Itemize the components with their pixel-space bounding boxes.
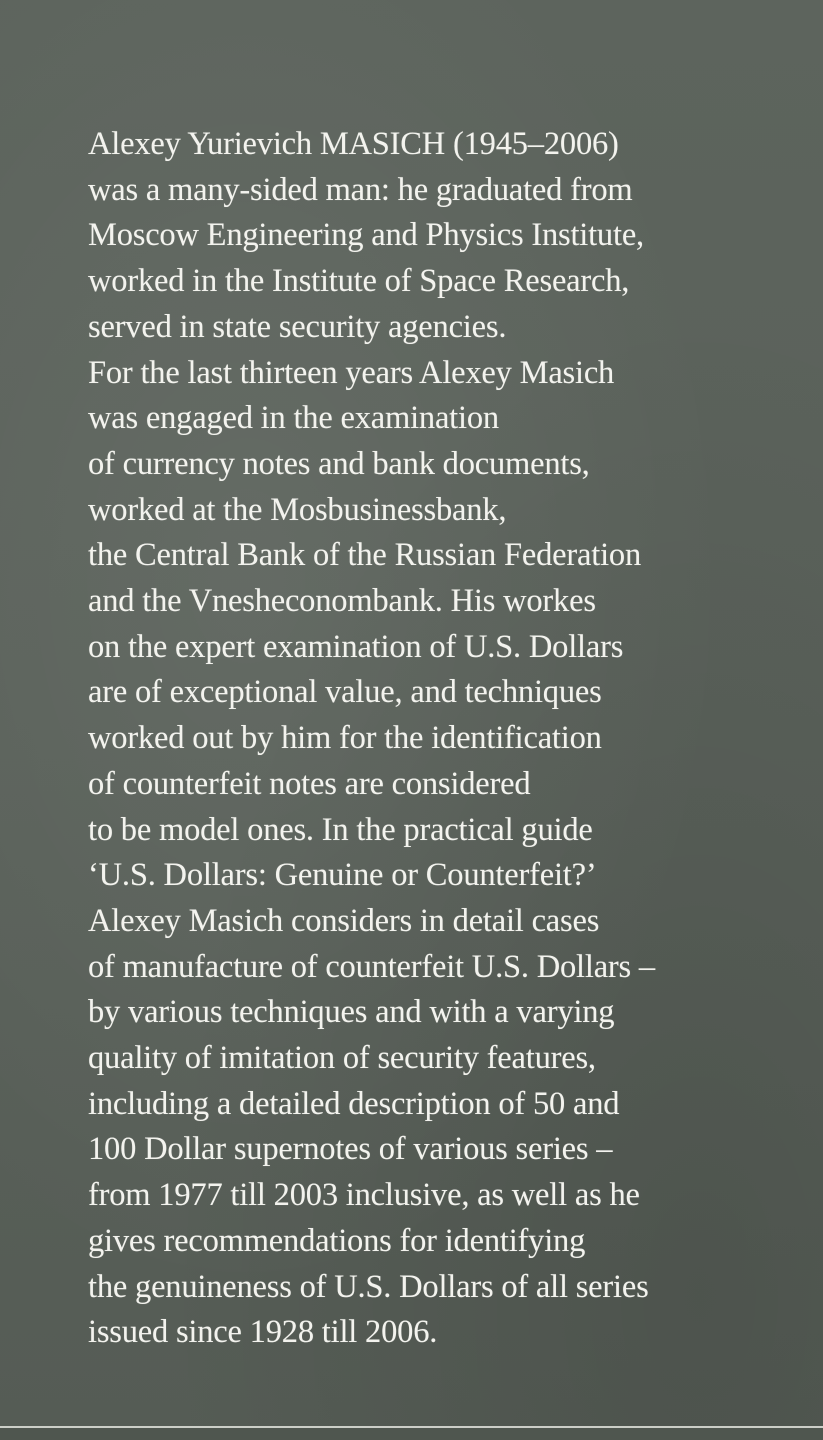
text-line: issued since 1928 till 2006. [88,1314,438,1351]
text-line: on the expert examination of U.S. Dollars [88,628,624,665]
text-line: are of exceptional value, and techniques [88,674,602,711]
text-line: of manufacture of counterfeit U.S. Dollars – [88,948,655,985]
text-line: by various techniques and with a varying [88,994,615,1031]
text-line: worked at the Mosbusinessbank, [88,491,507,528]
text-line: 100 Dollar supernotes of various series – [88,1131,613,1168]
text-line: ‘U.S. Dollars: Genuine or Counterfeit?’ [88,857,597,894]
author-biography-text [88,122,788,1356]
text-line: to be model ones. In the practical guide [88,811,593,848]
bottom-edge [0,1428,823,1440]
text-line: Moscow Engineering and Physics Institute, [88,217,644,254]
text-line: Alexey Yurievich MASICH (1945–2006) [88,126,619,162]
text-line: was engaged in the examination [88,400,499,437]
text-line: served in state security agencies. [88,308,507,345]
text-line: Alexey Masich considers in detail cases [88,902,600,939]
text-line: of currency notes and bank documents, [88,445,590,482]
text-line: worked in the Institute of Space Research, [88,263,630,300]
text-line: of counterfeit notes are considered [88,765,531,802]
text-line: quality of imitation of security features, [88,1040,596,1077]
text-line: the genuineness of U.S. Dollars of all series [88,1268,649,1305]
text-line: including a detailed description of 50 and [88,1085,620,1122]
text-line: was a many-sided man: he graduated from [88,171,633,208]
text-line: from 1977 till 2003 inclusive, as well as he [88,1177,640,1214]
text-line: worked out by him for the identification [88,720,602,757]
text-line: For the last thirteen years Alexey Masich [88,354,615,391]
text-line: gives recommendations for identifying [88,1222,586,1259]
text-line: and the Vnesheconombank. His workes [88,583,596,620]
text-line: the Central Bank of the Russian Federation [88,537,642,574]
